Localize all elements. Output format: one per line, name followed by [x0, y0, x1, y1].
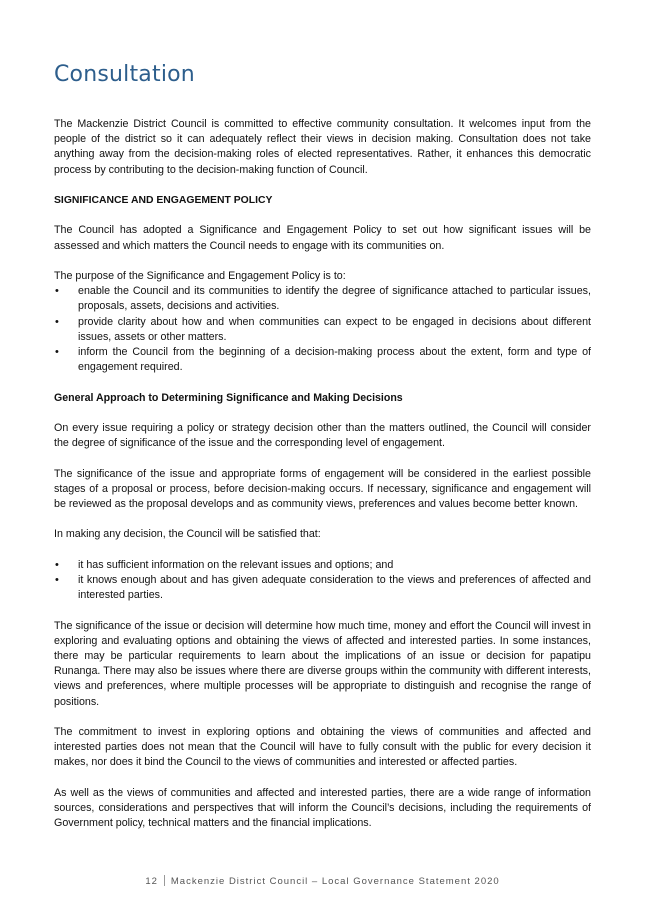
page-number: 12	[145, 876, 158, 887]
intro-paragraph: The Mackenzie District Council is committed to effective community consultation. It welcomes input from the people of the district so it can adequately reflect their views in decision making. Consultation does not take anything away from the decision-making roles of elected representatives. Rather, it enhances this democratic process by contributing to the decision-making function of Council.	[54, 118, 591, 176]
significance-policy-heading: SIGNIFICANCE AND ENGAGEMENT POLICY	[54, 195, 273, 206]
every-issue-paragraph: On every issue requiring a policy or strategy decision other than the matters outlined, the Council will consider the degree of significance of the issue and the corresponding level of engagement.	[54, 421, 591, 450]
footer-text: Mackenzie District Council – Local Governance Statement 2020	[170, 876, 500, 887]
page-footer	[0, 875, 645, 887]
general-approach-heading: General Approach to Determining Significance and Making Decisions	[54, 391, 403, 404]
making-decision-intro: In making any decision, the Council will be satisfied that:	[54, 528, 321, 541]
purpose-list	[54, 284, 591, 375]
list-item: • it knows enough about and has given adequate consideration to the views and preferences of affected and interested parties.	[54, 573, 591, 603]
significance-paragraph: The significance of the issue and appropriate forms of engagement will be considered in the earliest possible stages of a proposal or process, before decision-making occurs. If necessary, significance and engagement will be reviewed as the proposal develops and as community views, preferences and values become better known.	[54, 467, 591, 510]
policy-adopted-paragraph: The Council has adopted a Significance and Engagement Policy to set out how significant issues will be assessed and which matters the Council needs to engage with its communities on.	[54, 224, 591, 252]
list-item: • inform the Council from the beginning of a decision-making process about the extent, form and type of engagement required.	[54, 345, 591, 375]
purpose-intro: The purpose of the Significance and Engagement Policy is to:	[54, 269, 346, 282]
list-item: • provide clarity about how and when communities can expect to be engaged in decisions about different issues, assets or other matters.	[54, 315, 591, 345]
footer-divider	[164, 875, 165, 886]
page-title: Consultation	[54, 62, 195, 87]
list-item: • it has sufficient information on the relevant issues and options; and	[54, 558, 591, 573]
list-item: • enable the Council and its communities to identify the degree of significance attached to particular issues, proposals, assets, decisions and activities.	[54, 284, 591, 314]
determine-paragraph: The significance of the issue or decision will determine how much time, money and effort the Council will invest in exploring and evaluating options and obtaining the views of affected and interested parties. In some instances, there may be particular requirements to learn about the implications of an issue or decision for papatipu Runanga. There may also be issues where there are diverse groups within the community with different interests, views and preferences, where multiple processes will be appropriate to distinguish and recognise the range of positions.	[54, 619, 591, 708]
commitment-paragraph: The commitment to invest in exploring options and obtaining the views of communities and affected and interested parties does not mean that the Council will have to fully consult with the public for every decision it makes, nor does it bind the Council to the views of communities and interested or affected parties.	[54, 725, 591, 769]
as-well-paragraph: As well as the views of communities and affected and interested parties, there are a wide range of information sources, considerations and perspectives that will inform the Council’s decisions, including the requirements of Government policy, technical matters and the financial implications.	[54, 786, 591, 830]
document-body	[54, 117, 591, 847]
making-decision-list	[54, 558, 591, 604]
